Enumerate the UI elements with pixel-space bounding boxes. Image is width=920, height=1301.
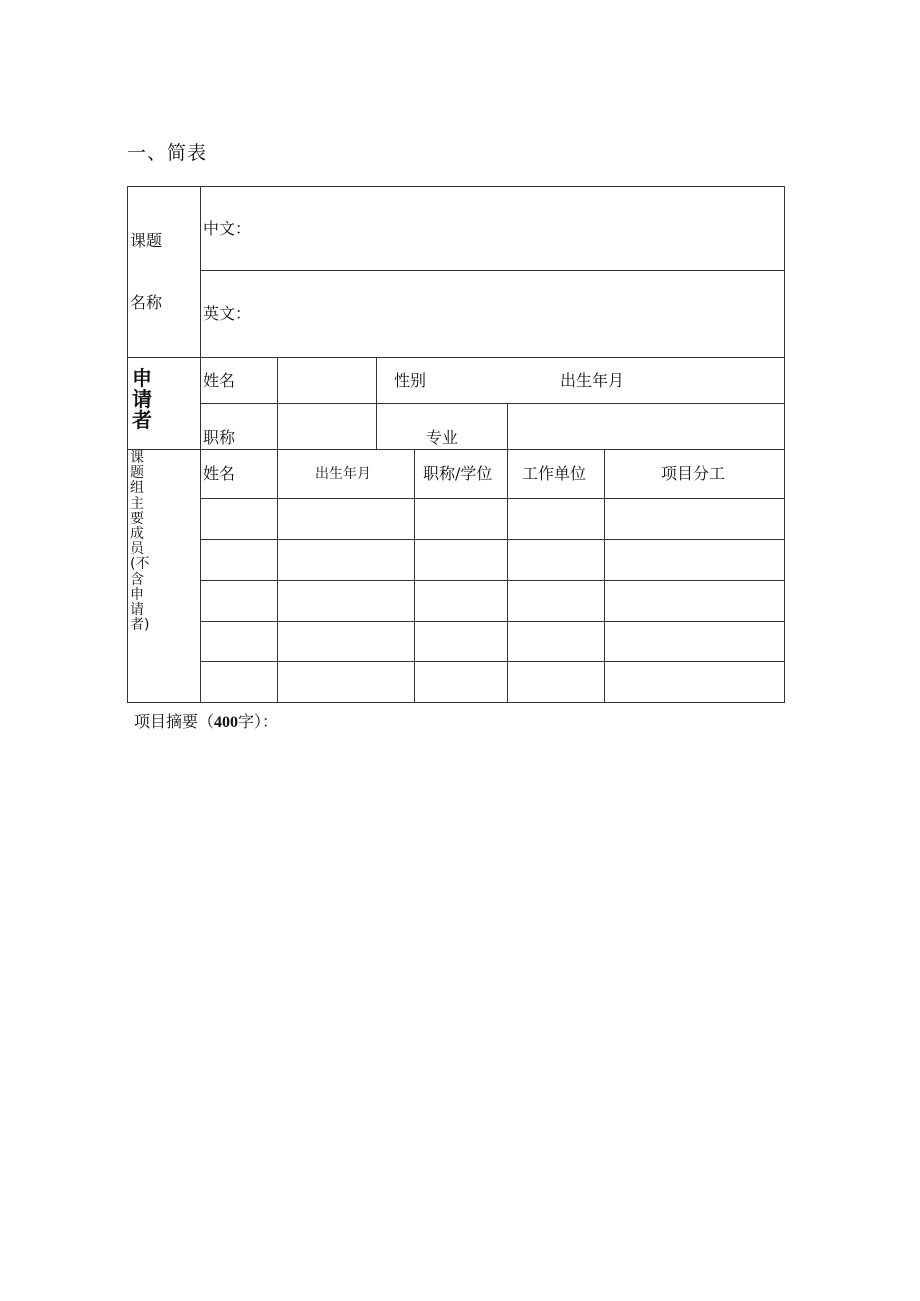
members-row-5 [200,661,785,662]
chinese-title-field[interactable]: 中文： [203,219,252,238]
members-col-4 [604,449,605,703]
members-header-name: 姓名 [203,464,236,483]
label-column-divider [200,186,201,703]
summary-suffix: 字）： [238,712,279,731]
applicant-title-label: 职称 [203,428,236,447]
applicant-major-label: 专业 [426,428,459,447]
applicant-name-input[interactable] [278,358,376,403]
topic-label-line2: 名称 [130,293,163,312]
project-summary-label [134,709,278,732]
table-border-left [127,186,128,703]
members-col-1 [277,449,278,703]
topic-section-divider [127,357,785,358]
applicant-gender-label: 性别 [394,371,427,390]
members-row-2 [200,539,785,540]
members-header-unit: 工作单位 [522,464,587,483]
members-header-role: 项目分工 [661,464,726,483]
applicant-col-2 [376,357,377,449]
members-row-4 [200,621,785,622]
applicant-name-label: 姓名 [203,371,236,390]
english-title-field[interactable]: 英文： [203,304,252,323]
members-row-3 [200,580,785,581]
members-col-2 [414,449,415,703]
applicant-title-input[interactable] [278,404,376,449]
members-row-1 [200,498,785,499]
members-header-title: 职称/学位 [423,464,493,483]
applicant-major-input[interactable] [508,404,784,449]
members-label: 课题组主要成员(不含申请者) [130,450,150,634]
section-heading: 一、简表 [127,142,208,164]
applicant-label: 申请者 [132,366,152,432]
members-header-birth: 出生年月 [315,466,371,482]
table-border-bottom [127,702,785,703]
summary-prefix: 项目摘要（ [134,712,215,731]
summary-count: 400 [214,714,239,731]
applicant-birth-label: 出生年月 [560,371,625,390]
table-border-top [127,186,785,187]
table-border-right [784,186,785,703]
members-col-3 [507,449,508,703]
applicant-section-divider [127,449,785,450]
topic-row-divider [200,270,785,271]
topic-label-line1: 课题 [130,231,163,250]
